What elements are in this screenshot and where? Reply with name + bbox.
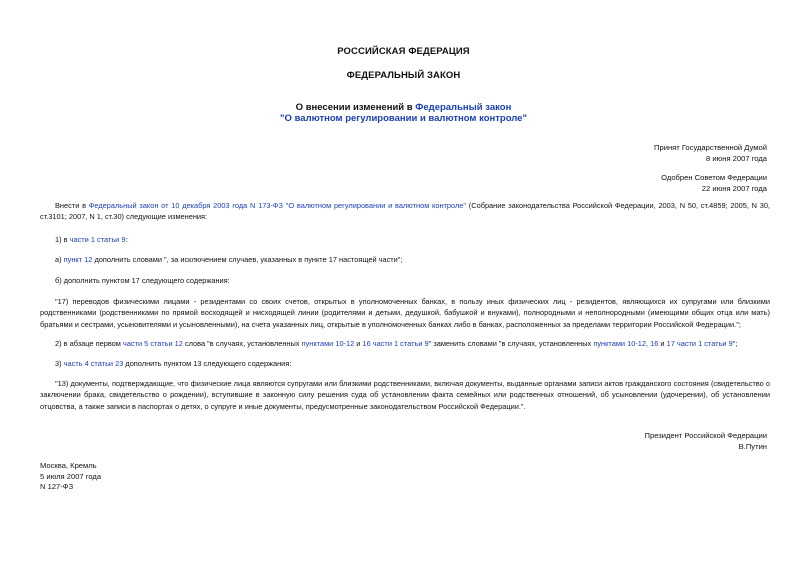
intro-suffix: (Собрание законодательства Российской Федерации, 2003, N 50, ст.4859; 2005, N 30, ст.3101; 2007, N 1, ст.30) следующие изменения: (40, 201, 770, 222)
title-link-federal-law[interactable]: Федеральный закон (415, 102, 512, 113)
item-1 (40, 234, 770, 245)
quote-point-17: "17) переводов физическими лицами - резидентами со своих счетов, открытых в уполномоченных банках, в пользу иных физических лиц - резидентов, являющихся их супругами или близкими родственниками (родственниками по прямой восходящей и нисходящей линии (родителями и детьми, дедушкой, бабушкой и внуками), полнородными и неполнородными (имеющими общих отца или мать) братьями и сестрами, усыновителями и усыновленными), на счета указанных лиц, открытые в уполномоченных банках либо в банках, расположенных за пределами территории Российской Федерации."; (40, 297, 770, 329)
council-line: Одобрен Советом Федерации (661, 173, 767, 182)
duma-line: Принят Государственной Думой (654, 143, 767, 152)
footer-place: Москва, Кремль (40, 461, 97, 470)
item1-suffix: : (125, 235, 128, 244)
country-heading: РОССИЙСКАЯ ФЕДЕРАЦИЯ (337, 46, 470, 57)
item2-text-5: и (658, 339, 667, 348)
adoption-council (661, 172, 767, 194)
item-1b: б) дополнить пунктом 17 следующего содержания: (55, 276, 230, 285)
item-3 (40, 358, 770, 369)
item2-link-2[interactable]: пунктами 10-12 (301, 339, 355, 348)
item-1a (40, 254, 770, 265)
footer-date: 5 июля 2007 года (40, 471, 102, 481)
item1-prefix: 1) в (55, 235, 70, 244)
item2-link-5[interactable]: 17 части 1 статьи 9 (666, 339, 733, 348)
item1a-link[interactable]: пункт 12 (63, 255, 93, 264)
title-prefix: О внесении изменений в (295, 102, 416, 113)
item2-text-3: и (354, 339, 363, 348)
intro-paragraph (40, 200, 770, 223)
item2-text-6: "; (732, 339, 738, 348)
item1-link[interactable]: части 1 статьи 9 (69, 235, 126, 244)
document-title (0, 102, 807, 113)
doc-type-heading: ФЕДЕРАЛЬНЫЙ ЗАКОН (346, 70, 461, 81)
document-title-line2 (0, 113, 807, 124)
duma-date: 8 июня 2007 года (705, 154, 767, 163)
intro-law-link[interactable]: Федеральный закон от 10 декабря 2003 года N 173-ФЗ "О валютном регулировании и валютном контроле" (88, 201, 467, 210)
item2-link-3[interactable]: 16 части 1 статьи 9 (362, 339, 429, 348)
quote-point-13: "13) документы, подтверждающие, что физические лица являются супругами или близкими родственниками, включая документы, выданные органами записи актов гражданского состояния (свидетельство о заключении брака, свидетельство о рождении), вступившие в законную силу решения суда об установлении факта семейных или родственных отношений, об усыновлении (удочерении), об установлении отцовства, а также записи в паспортах о детях, о супруге и иные документы, предусмотренные законодательством Российской Федерации.". (40, 379, 770, 411)
item-2 (40, 338, 770, 349)
intro-prefix: Внести в (55, 201, 89, 210)
signature-block (645, 430, 767, 452)
item1a-suffix: дополнить словами ", за исключением случаев, указанных в пункте 17 настоящей части"; (92, 255, 403, 264)
item3-prefix: 3) (55, 359, 64, 368)
footer-block (40, 461, 101, 493)
item3-link[interactable]: часть 4 статьи 23 (63, 359, 124, 368)
item2-text-1: 2) в абзаце первом (55, 339, 123, 348)
footer-number: N 127-ФЗ (40, 482, 74, 491)
adoption-duma (654, 142, 767, 164)
signature-position: Президент Российской Федерации (644, 431, 767, 440)
signature-name: В.Путин (738, 442, 767, 451)
title-link-law-name[interactable]: "О валютном регулировании и валютном контроле" (280, 113, 527, 124)
item2-text-4: " заменить словами "в случаях, установленных (428, 339, 594, 348)
item1a-prefix: а) (55, 255, 64, 264)
item2-link-4[interactable]: пунктами 10-12, 16 (593, 339, 659, 348)
item2-link-1[interactable]: части 5 статьи 12 (122, 339, 183, 348)
item3-suffix: дополнить пунктом 13 следующего содержания: (123, 359, 292, 368)
council-date: 22 июня 2007 года (701, 184, 767, 193)
item2-text-2: слова "в случаях, установленных (182, 339, 302, 348)
